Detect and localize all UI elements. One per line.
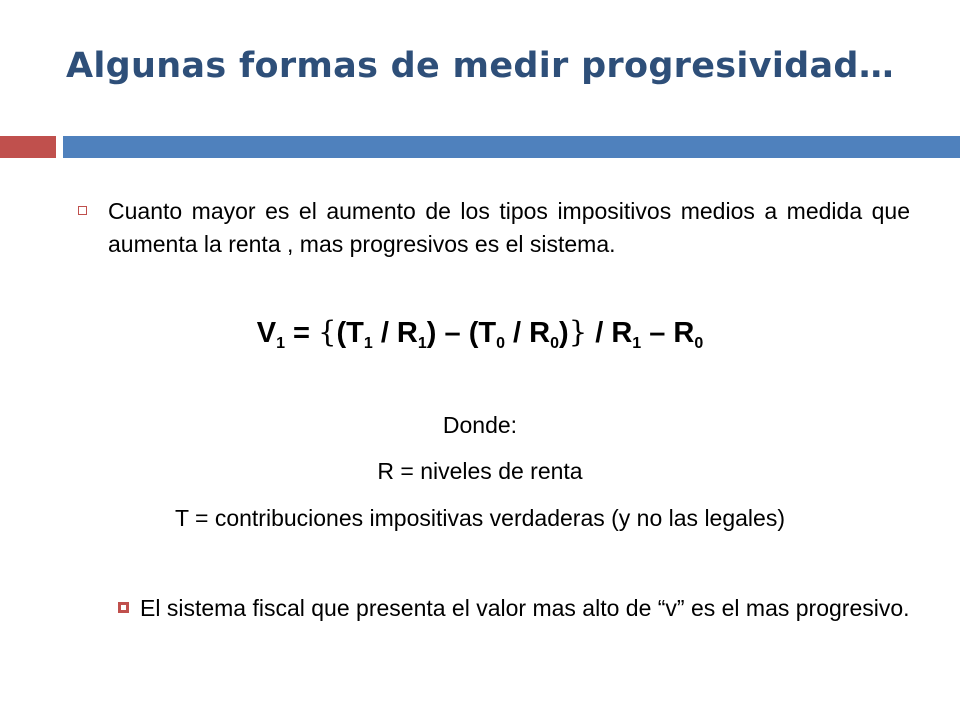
filled-square-bullet-icon	[118, 602, 129, 613]
formula-sub: 0	[550, 335, 560, 352]
bullet-item-1	[78, 195, 910, 261]
definition-t: T = contribuciones impositivas verdaderas (y no las legales)	[174, 505, 785, 531]
formula-slash-r: / R	[372, 317, 418, 349]
slide-title: Algunas formas de medir progresividad…	[65, 46, 895, 86]
formula-sub: 1	[363, 335, 373, 352]
donde-label: Donde:	[442, 412, 518, 438]
accent-bar-blue	[63, 136, 960, 158]
bullet-item-2	[118, 592, 910, 625]
hollow-square-bullet-icon	[78, 206, 87, 215]
bullet-2-text: El sistema fiscal que presenta el valor mas alto de “v” es el mas progresivo.	[140, 595, 910, 621]
formula-close-paren: )	[559, 317, 569, 349]
formula-open-paren-t: (T	[336, 317, 364, 349]
formula-open-paren-t: (T	[468, 317, 497, 349]
formula-sub: 1	[632, 335, 642, 352]
bullet-1-text: Cuanto mayor es el aumento de los tipos impositivos medios a medida que aumenta la renta , mas progresivos es el sistema.	[108, 198, 910, 257]
formula-left-brace: {	[318, 315, 337, 349]
formula-close-paren: )	[426, 317, 437, 349]
formula-minus: –	[436, 317, 469, 349]
accent-bar-red	[0, 136, 56, 158]
progressivity-formula	[0, 315, 960, 353]
formula-minus-r: – R	[641, 317, 695, 349]
formula-v: V	[256, 317, 277, 349]
formula-sub: 1	[417, 335, 427, 352]
formula-slash-r: / R	[505, 317, 551, 349]
formula-slash-r: / R	[587, 317, 633, 349]
formula-sub: 1	[276, 335, 285, 352]
formula-sub: 0	[496, 335, 505, 352]
definition-r: R = niveles de renta	[377, 458, 583, 484]
formula-right-brace: }	[568, 315, 588, 349]
formula-sub: 0	[694, 335, 704, 352]
formula-equals: =	[284, 317, 319, 349]
